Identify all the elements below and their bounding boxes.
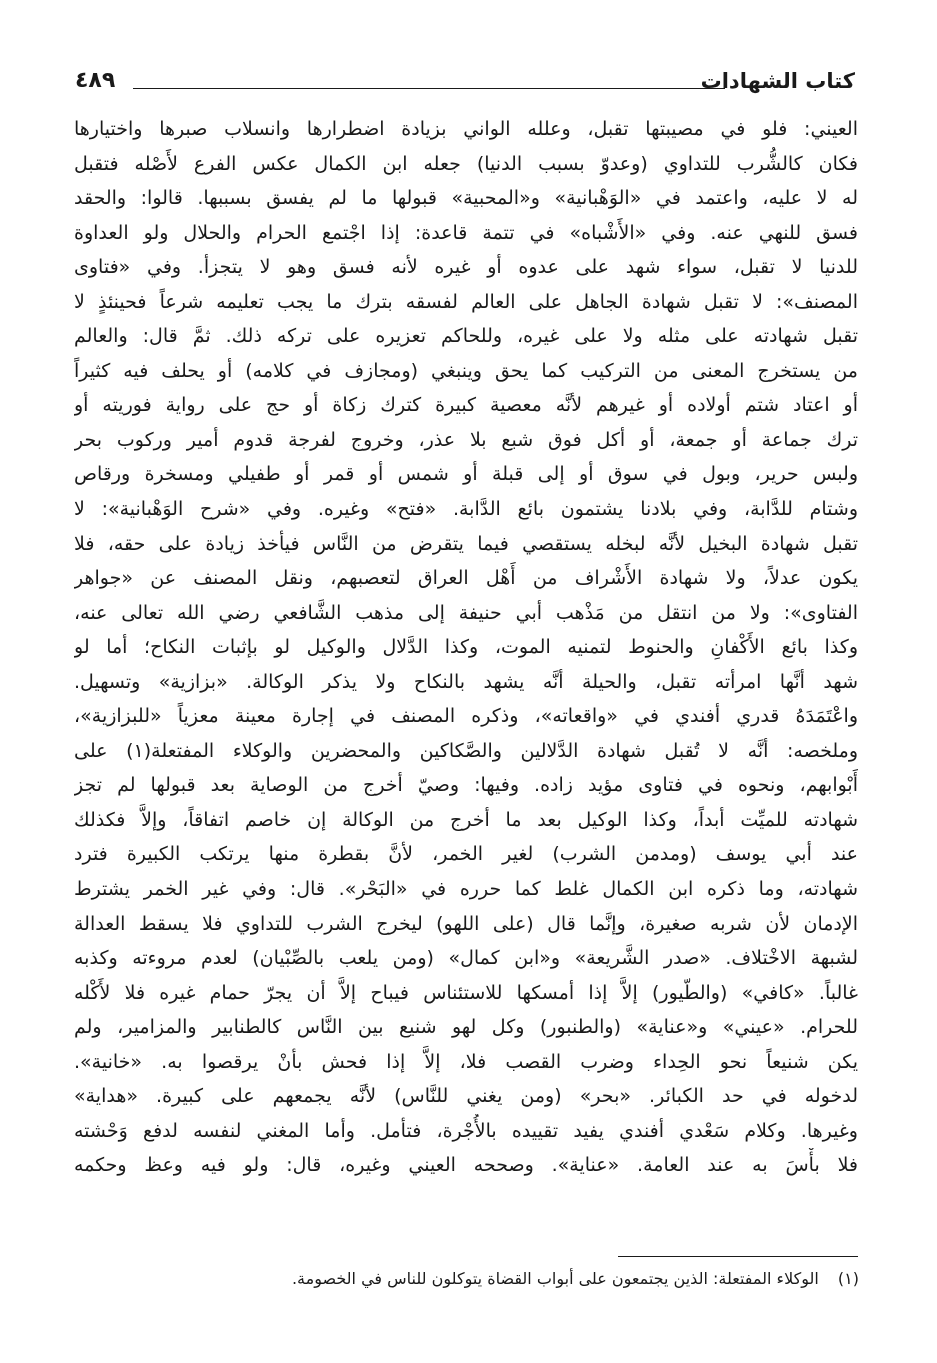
text-line: وشتام للدَّابة، وفي بلادنا يشتمون بائع الدَّابة. «فتح» وغيره. وفي «شرح الوَهْبانية»: لا bbox=[74, 498, 858, 521]
footnote-text: الوكلاء المفتعلة: الذين يجتمعون على أبواب القضاة يتوكلون للناس في الخصومة. bbox=[291, 1269, 819, 1288]
text-line: المصنف»: لا تقبل شهادة الجاهل على العالم لفسقه بترك ما يجب تعليمه شرعاً فحينئذٍ لا bbox=[74, 290, 858, 313]
text-line: للحرام. «عيني» و«عناية» (والطنبور) وكل لهو شنيع بين النَّاس كالطنابير والمزامير، ولم bbox=[74, 1016, 858, 1039]
text-line: الإدمان لأن شربه صغيرة، وإنَّما قال (على اللهو) ليخرج الشرب للتداوي فلا يسقط العدالة bbox=[74, 912, 858, 935]
footnote bbox=[159, 1261, 859, 1297]
text-line: يكون عدلاً، ولا شهادة الأَشْراف من أَهْل العراق لتعصبهم، ونقل المصنف عن «جواهر bbox=[74, 567, 858, 590]
text-line: للدنيا لا تقبل، سواء شهد على عدوه أو غيره لأنه فسق وهو لا يتجزأ. وفي «فتاوى bbox=[74, 256, 858, 279]
footnote-marker: (١) bbox=[837, 1269, 859, 1288]
chapter-title: كتاب الشهادات bbox=[700, 69, 855, 93]
text-line: ترك جماعة أو جمعة، أو أكل فوق شبع بلا عذر، وخروج لفرجة قدوم أمير وركوب بحر bbox=[74, 428, 858, 451]
text-line: فلا بأْسَ به عند العامة. «عناية». وصححه العيني وغيره، قال: ولو فيه وعظ وحكمه bbox=[74, 1154, 858, 1177]
text-line: لدخوله في حد الكبائر. «بحر» (ومن يغني للنَّاس) لأنَّه يجمعهم على كبيرة. «هداية» bbox=[74, 1085, 858, 1108]
text-line: وغيرها. وكلام سَعْدي أفندي يفيد تقييده بالأُجْرة، فتأمل. وأما المغني لنفسه لدفع وَحْشته bbox=[74, 1119, 858, 1142]
text-line: أَبْوابهم، ونحوه في فتاوى مؤيد زاده. وفيها: وصيّ أخرج من الوصاية بعد قبولها لم تجز bbox=[74, 774, 858, 797]
text-line: عند أبي يوسف (ومدمن الشرب) لغير الخمر، لأنَّ بقطرة منها يرتكب الكبيرة فترد bbox=[74, 843, 858, 866]
header-rule bbox=[133, 88, 725, 89]
text-line: تقبل شهادة البخيل لأنَّه لبخله يستقصي فيما يتقرض من النَّاس فيأخذ زيادة على حقه، فلا bbox=[74, 532, 858, 555]
text-line: فكان كالشُّرب للتداوي (وعدوّ بسبب الدنيا) جعله ابن الكمال عكس الفرع لأَصْله فتقبل bbox=[74, 152, 858, 175]
text-line: أو اعتاد شتم أولاده أو غيرهم لأنَّه معصية كبيرة كترك زكاة أو حج على رواية فوريته أو bbox=[74, 394, 858, 417]
text-line: وملخصه: أنَّه لا تُقبل شهادة الدَّلالين والصَّكاكين والمحضرين والوكلاء المفتعلة(١) على bbox=[74, 739, 858, 762]
text-line: من يستخرج المعنى من التركيب كما يحق وينبغي (ومجازف في كلامه) أو يحلف فيه كثيراً bbox=[74, 359, 858, 382]
page-header bbox=[75, 66, 855, 106]
text-line: وكذا بائع الأَكْفانِ والحنوط لتمنيه الموت، وكذا الدَّلال والوكيل لو بإثبات النكاح؛ أما لو bbox=[74, 636, 858, 659]
text-line: يكن شنيعاً نحو الحِداء وضرب القصب فلا، إلاَّ إذا فحش بأنْ يرقصوا به. «خانية». bbox=[74, 1050, 858, 1073]
footnote-rule bbox=[618, 1256, 858, 1257]
text-line: فسق للنهي عنه. وفي «الأَشْباه» في تتمة قاعدة: إذا اجْتمع الحرام والحلال ولو العداوة bbox=[74, 221, 858, 244]
text-line: شهادته للميِّت أبداً، وكذا الوكيل بعد ما أخرج من الوكالة إن خاصم اتفاقاً، وإلاَّ فكذلك bbox=[74, 808, 858, 831]
text-line: شهد أنَّها امرأته تقبل، والحيلة أنَّه يشهد بالنكاح ولا يذكر الوكالة. «بزازية» وتسهيل. bbox=[74, 670, 858, 693]
text-line: ولبس حرير، وبول في سوق أو إلى قبلة أو شمس أو قمر أو طفيلي ومسخرة ورقاص bbox=[74, 463, 858, 486]
text-line: لشبهة الاخْتلاف. «صدر الشَّريعة» و«ابن كمال» (ومن يلعب بالصِّبْيان) لعدم مروءته وكذبه bbox=[74, 947, 858, 970]
main-text bbox=[74, 112, 858, 1183]
page-number: ٤٨٩ bbox=[75, 68, 116, 93]
text-line: شهادته، وما ذكره ابن الكمال غلط كما حرره في «البَحْر». قال: وفي غير الخمر يشترط bbox=[74, 878, 858, 901]
text-line: غالباً. «كافي» (والطّيور) إلاَّ إذا أمسكها للاستئناس فيباح إلاَّ أن يجرّ حمام غيره فلا لأَكْله bbox=[74, 981, 858, 1004]
text-line: واعْتَمَدَهُ قدري أفندي في «واقعاته»، وذكره المصنف في إجارة معينة معزياً «للبزازية»، bbox=[74, 705, 858, 728]
text-line: العيني: فلو في مصيبتها تقبل، وعلله الواني بزيادة اضطرارها وانسلاب صبرها واختيارها bbox=[74, 118, 858, 140]
text-line: له لا عليه، واعتمد في «الوَهْبانية» و«المحبية» قبولها ما لم يفسق بسببها. قالوا: والحقد bbox=[74, 187, 858, 210]
text-line: تقبل شهادته على مثله ولا على غيره، وللحاكم تعزيره على تركه ذلك. ثمَّ قال: والعالم bbox=[74, 325, 858, 348]
text-line: الفتاوى»: ولا من انتقل من مَذْهب أبي حنيفة إلى مذهب الشَّافعي رضي الله تعالى عنه، bbox=[74, 601, 858, 624]
